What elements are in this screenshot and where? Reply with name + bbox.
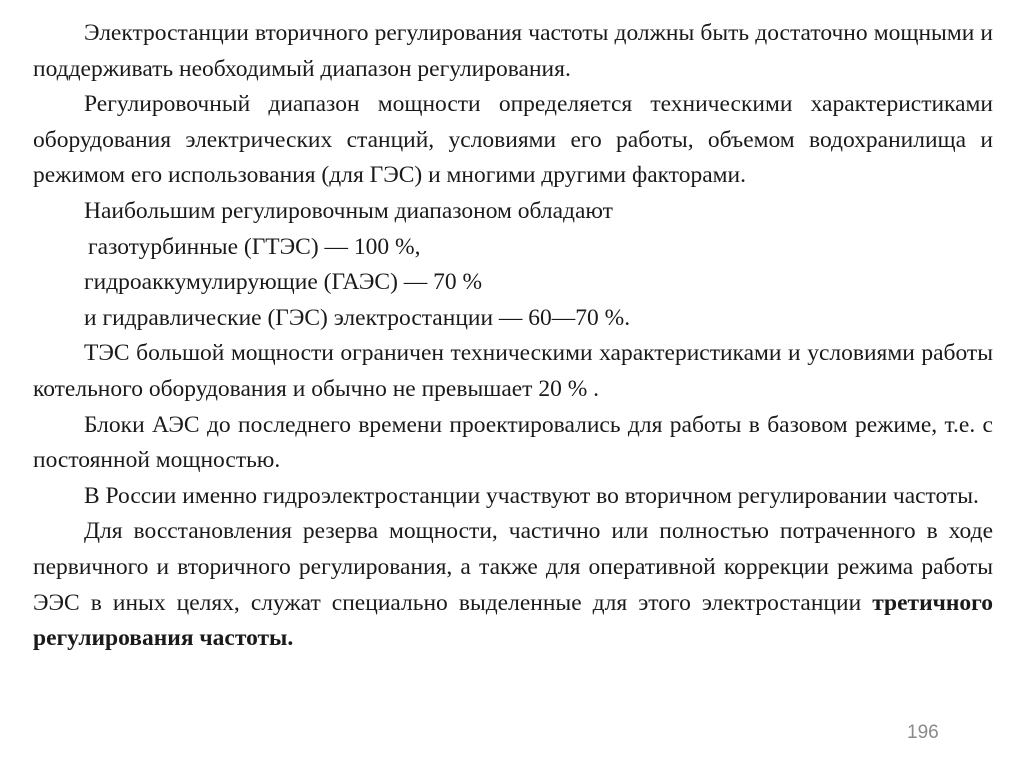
tertiary-bold-term: третичного регулирования частоты. (33, 589, 993, 652)
paragraph-secondary-regulation: Электростанции вторичного регулирования частоты должны быть достаточно мощными и поддерживать необходимый диапазон регулирования. (33, 20, 993, 82)
paragraph-regulation-range: Регулировочный диапазон мощности определяется техническими характеристиками оборудования электрических станций, условиями его работы, объемом водохранилища и режимом его использования (для ГЭС) и многими другими факторами. (33, 91, 993, 189)
document-body (33, 16, 993, 657)
list-item-ges: и гидравлические (ГЭС) электростанции — 60—70 %. (84, 304, 631, 331)
list-item-gtes: газотурбинные (ГТЭС) — 100 %, (88, 233, 421, 260)
tertiary-text: Для восстановления резерва мощности, частично или полностью потраченного в ходе первичного и вторичного регулирования, а также для оперативной коррекции режима работы ЭЭС в иных целях, служат специально выделенные для этого электростанции (33, 518, 993, 616)
paragraph-tes: ТЭС большой мощности ограничен техническими характеристиками и условиями работы котельного оборудования и обычно не превышает 20 % . (33, 340, 993, 402)
page-number: 196 (907, 722, 939, 743)
list-intro: Наибольшим регулировочным диапазоном обладают (84, 197, 613, 224)
paragraph-tertiary-regulation (33, 514, 993, 656)
paragraph-russia-ges: В России именно гидроэлектростанции участвуют во вторичном регулировании частоты. (84, 482, 979, 509)
paragraph-aes: Блоки АЭС до последнего времени проектировались для работы в базовом режиме, т.е. с постоянной мощностью. (33, 411, 993, 474)
list-item-gaes: гидроаккумулирующие (ГАЭС) — 70 % (84, 269, 483, 296)
